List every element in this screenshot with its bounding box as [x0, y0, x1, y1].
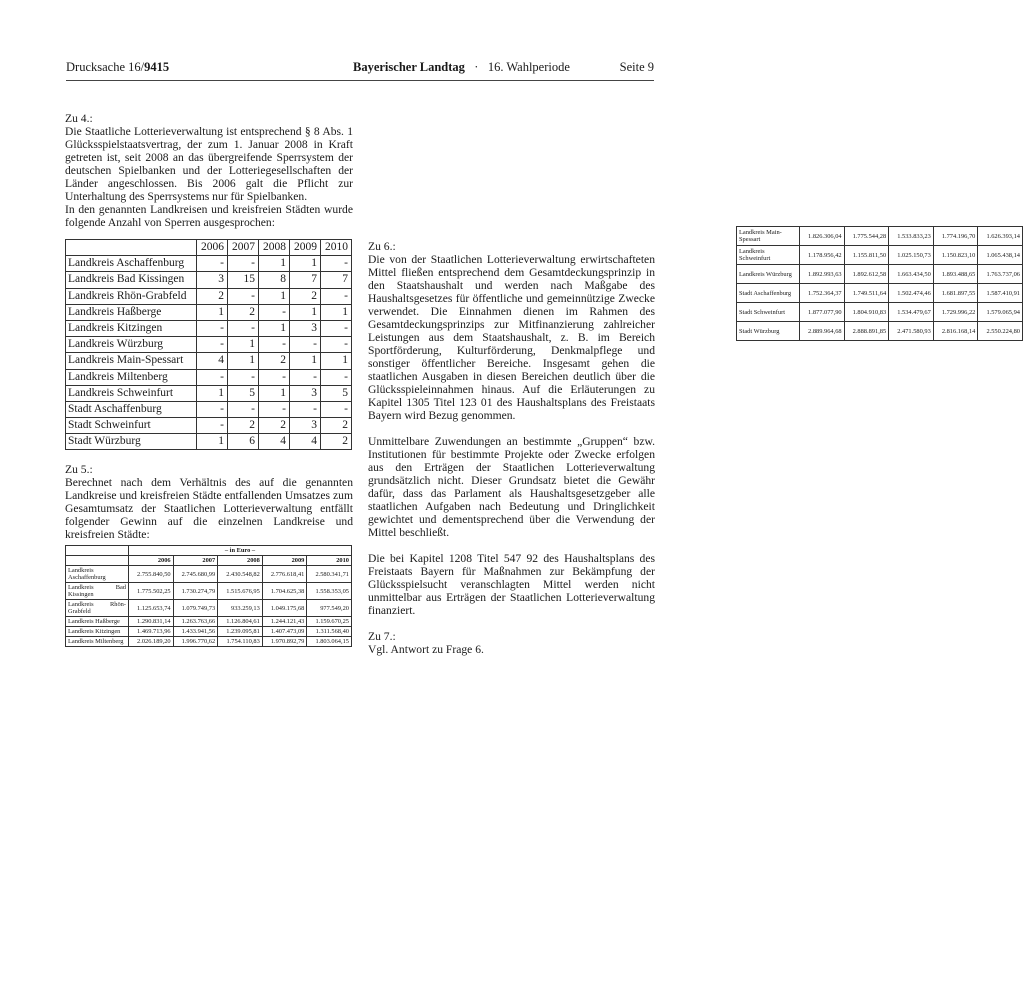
sperren-header-empty [66, 240, 197, 256]
table-cell: - [197, 401, 228, 417]
table-cell: 1 [259, 288, 290, 304]
zu4-paragraph-2: In den genannten Landkreisen und kreisfreien Städten wurde folgende Anzahl von Sperren ausgesprochen: [65, 203, 353, 229]
table-cell: 1.025.150,73 [889, 246, 934, 265]
table-cell: - [228, 288, 259, 304]
table-cell: 1.311.568,40 [307, 627, 352, 637]
table-cell: 1.178.956,42 [800, 246, 845, 265]
table-cell: 7 [321, 272, 352, 288]
table-cell: 1 [197, 434, 228, 450]
table-cell: 1 [290, 304, 321, 320]
sperren-row [66, 320, 352, 336]
gewinn-table-continued [736, 226, 1023, 341]
table-cell: 6 [228, 434, 259, 450]
sperren-row [66, 272, 352, 288]
gewinn-unit-empty [66, 546, 129, 556]
table-cell: 1.065.438,14 [978, 246, 1023, 265]
table-cell: - [290, 401, 321, 417]
row-label: Stadt Aschaffenburg [66, 401, 197, 417]
table-cell: 1.150.823,10 [933, 246, 978, 265]
table-cell: - [197, 256, 228, 272]
table-cell: 1.579.065,94 [978, 303, 1023, 322]
table-cell: 1.239.095,81 [218, 627, 263, 637]
table-cell: 7 [290, 272, 321, 288]
gewinn-table [65, 545, 352, 647]
gewinn-row [66, 600, 352, 617]
table-cell: 2.755.840,50 [129, 566, 174, 583]
sperren-header-row [66, 240, 352, 256]
row-label: Stadt Würzburg [737, 322, 800, 341]
gewinn-cont-row [737, 246, 1023, 265]
sperren-year-2008: 2008 [259, 240, 290, 256]
sperren-year-2006: 2006 [197, 240, 228, 256]
row-label: Landkreis Haßberge [66, 304, 197, 320]
table-cell: 1 [290, 256, 321, 272]
zu5-heading: Zu 5.: [65, 463, 93, 477]
table-cell: - [321, 256, 352, 272]
table-cell: 1.125.653,74 [129, 600, 174, 617]
table-cell: - [197, 337, 228, 353]
table-cell: 2 [259, 418, 290, 434]
table-cell: - [321, 320, 352, 336]
table-cell: 1.587.410,91 [978, 284, 1023, 303]
table-cell: - [259, 337, 290, 353]
sperren-row [66, 385, 352, 401]
table-cell: - [259, 304, 290, 320]
gewinn-year-2010: 2010 [307, 556, 352, 566]
table-cell: 1.663.434,50 [889, 265, 934, 284]
table-cell: 1 [259, 256, 290, 272]
gewinn-row [66, 617, 352, 627]
row-label: Landkreis Miltenberg [66, 369, 197, 385]
table-cell: 2 [290, 288, 321, 304]
page-header [66, 60, 654, 80]
zu4-heading: Zu 4.: [65, 112, 93, 125]
table-cell: 1.533.833,23 [889, 227, 934, 246]
zu6-paragraph-1: Die von der Staatlichen Lotterieverwaltung erwirtschafteten Mittel fließen entsprechend dem Gesamtdeckungsprinzip in den Staatshaushalt und werden nach Maßgabe des Haushaltsgesetzes für öffentliche und gemeinnützige Zwecke verwendet. Die Einnahmen dienen im Rahmen des Gesamtdeckungsprinzips zur Mitfinanzierung zahlreicher Leistungen aus dem Staatshaushalt, z. B. im Bereich Sportförderung, Kulturförderung, Denkmalpflege und sonstiger öffentlicher Bereiche. Insgesamt gehen die staatlichen Ausgaben in diesen Bereichen deutlich über die Glücksspieleinnahmen hinaus. Auf die Erläuterungen zu Kapitel 1305 Titel 123 01 des Haushaltsplans des Freistaats Bayern wird Bezug genommen. [368, 253, 655, 422]
table-cell: 1.763.737,06 [978, 265, 1023, 284]
row-label: Stadt Aschaffenburg [737, 284, 800, 303]
zu4-paragraph-1: Die Staatliche Lotterieverwaltung ist entsprechend § 8 Abs. 1 Glücksspielstaatsvertrag, der zum 1. Januar 2008 in Kraft getreten ist, seit 2008 an das übergreifende Sperrsystem der deutschen Spielbanken und der Lotteriegesellschaften der Länder angeschlossen. Bis 2006 galt die Pflicht zur Unterhaltung des Sperrsystems nur für Spielbanken. [65, 125, 353, 203]
table-cell: 3 [290, 320, 321, 336]
table-cell: 2 [197, 288, 228, 304]
table-cell: 1 [259, 385, 290, 401]
table-cell: 1.244.121,43 [262, 617, 307, 627]
table-cell: - [290, 337, 321, 353]
row-label: Landkreis Kitzingen [66, 627, 129, 637]
zu7-paragraph-1: Vgl. Antwort zu Frage 6. [368, 643, 484, 656]
table-cell: 1.290.831,14 [129, 617, 174, 627]
table-cell: 1.626.393,14 [978, 227, 1023, 246]
sperren-year-2007: 2007 [228, 240, 259, 256]
sperren-year-2009: 2009 [290, 240, 321, 256]
table-cell: 2 [259, 353, 290, 369]
table-cell: 1.704.625,38 [262, 583, 307, 600]
table-cell: 2 [321, 418, 352, 434]
table-cell: 1.730.274,79 [173, 583, 218, 600]
table-cell: - [197, 369, 228, 385]
row-label: Landkreis Bad Kissingen [66, 272, 197, 288]
row-label: Landkreis Haßberge [66, 617, 129, 627]
row-label: Landkreis Main-Spessart [66, 353, 197, 369]
table-cell: 1.407.473,09 [262, 627, 307, 637]
sperren-table [65, 239, 352, 450]
table-cell: 1.433.941,56 [173, 627, 218, 637]
table-cell: 1.502.474,46 [889, 284, 934, 303]
page-number: Seite 9 [619, 60, 654, 74]
table-cell: 2.816.168,14 [933, 322, 978, 341]
table-cell: 1.754.110,83 [218, 637, 263, 647]
gewinn-header-empty [66, 556, 129, 566]
table-cell: - [290, 369, 321, 385]
gewinn-year-2007: 2007 [173, 556, 218, 566]
table-cell: 1.534.479,67 [889, 303, 934, 322]
table-cell: 1.749.511,64 [844, 284, 889, 303]
row-label: Landkreis Miltenberg [66, 637, 129, 647]
gewinn-cont-row [737, 227, 1023, 246]
table-cell: 1.774.196,70 [933, 227, 978, 246]
table-cell: 933.259,13 [218, 600, 263, 617]
table-cell: 1.877.077,90 [800, 303, 845, 322]
row-label: Stadt Schweinfurt [66, 418, 197, 434]
row-label: Landkreis Kitzingen [66, 320, 197, 336]
left-column [65, 112, 353, 647]
table-cell: 1 [197, 385, 228, 401]
table-cell: 2 [228, 304, 259, 320]
table-cell: 2 [228, 418, 259, 434]
table-cell: 1.159.670,25 [307, 617, 352, 627]
table-cell: 1.775.544,28 [844, 227, 889, 246]
table-cell: 977.549,20 [307, 600, 352, 617]
table-cell: 3 [290, 418, 321, 434]
sperren-row [66, 418, 352, 434]
row-label: Landkreis Rhön-Grabfeld [66, 288, 197, 304]
gewinn-year-2009: 2009 [262, 556, 307, 566]
gewinn-header-row [66, 556, 352, 566]
row-label: Landkreis Würzburg [66, 337, 197, 353]
sperren-row [66, 337, 352, 353]
table-cell: - [259, 401, 290, 417]
sperren-row [66, 304, 352, 320]
table-cell: 2.550.224,80 [978, 322, 1023, 341]
table-cell: 3 [290, 385, 321, 401]
table-cell: 15 [228, 272, 259, 288]
zu6-paragraph-3: Die bei Kapitel 1208 Titel 547 92 des Haushaltsplans des Freistaats Bayern für Maßnahmen zur Bekämpfung der Glücksspielsucht veranschlagten Mittel werden nicht unmittelbar aus Erträgen der Staatlichen Lotterieverwaltung finanziert. [368, 552, 655, 617]
gewinn-cont-row [737, 322, 1023, 341]
row-label: Landkreis Main-Spessart [737, 227, 800, 246]
table-cell: 4 [197, 353, 228, 369]
table-cell: 1.155.811,50 [844, 246, 889, 265]
header-rule [66, 80, 654, 81]
table-cell: 1.803.064,15 [307, 637, 352, 647]
sperren-row [66, 288, 352, 304]
gewinn-unit-row [66, 546, 352, 556]
table-cell: 3 [197, 272, 228, 288]
table-cell: 1.752.364,37 [800, 284, 845, 303]
row-label: Landkreis Aschaffenburg [66, 566, 129, 583]
table-cell: 2.430.548,82 [218, 566, 263, 583]
table-cell: 1 [197, 304, 228, 320]
row-label: Stadt Schweinfurt [737, 303, 800, 322]
table-cell: 1.775.502,25 [129, 583, 174, 600]
row-label: Landkreis Rhön-Grabfeld [66, 600, 129, 617]
gewinn-cont-row [737, 303, 1023, 322]
gewinn-year-2006: 2006 [129, 556, 174, 566]
table-cell: 1.804.910,83 [844, 303, 889, 322]
gewinn-unit-label: – in Euro – [129, 546, 352, 556]
table-cell: 2.471.580,93 [889, 322, 934, 341]
table-cell: 4 [290, 434, 321, 450]
gewinn-row [66, 566, 352, 583]
table-cell: 8 [259, 272, 290, 288]
table-cell: 1.826.306,04 [800, 227, 845, 246]
zu6-heading: Zu 6.: [368, 240, 396, 253]
row-label: Landkreis Bad Kissingen [66, 583, 129, 600]
table-cell: 1.729.996,22 [933, 303, 978, 322]
table-cell: - [197, 418, 228, 434]
sperren-row [66, 401, 352, 417]
table-cell: - [321, 369, 352, 385]
row-label: Landkreis Aschaffenburg [66, 256, 197, 272]
table-cell: 4 [259, 434, 290, 450]
document-number: Drucksache 16/9415 [66, 60, 170, 74]
gewinn-year-2008: 2008 [218, 556, 263, 566]
table-cell: - [228, 320, 259, 336]
table-cell: - [321, 288, 352, 304]
table-cell: 1.892.612,58 [844, 265, 889, 284]
row-label: Landkreis Schweinfurt [66, 385, 197, 401]
table-cell: - [228, 401, 259, 417]
gewinn-cont-row [737, 265, 1023, 284]
row-label: Landkreis Schweinfurt [737, 246, 800, 265]
table-cell: 2.776.618,41 [262, 566, 307, 583]
table-cell: - [197, 320, 228, 336]
row-label: Stadt Würzburg [66, 434, 197, 450]
table-cell: 1.469.713,96 [129, 627, 174, 637]
table-cell: 1.892.993,63 [800, 265, 845, 284]
table-cell: 2.745.680,99 [173, 566, 218, 583]
table-cell: 1 [228, 337, 259, 353]
table-cell: - [321, 337, 352, 353]
table-cell: 5 [228, 385, 259, 401]
table-cell: - [321, 401, 352, 417]
sperren-row [66, 353, 352, 369]
table-cell: 1.996.770,62 [173, 637, 218, 647]
zu7-heading: Zu 7.: [368, 630, 396, 643]
table-cell: - [259, 369, 290, 385]
table-cell: 1 [228, 353, 259, 369]
parliament-title: Bayerischer Landtag · 16. Wahlperiode [353, 60, 570, 74]
table-cell: 2.580.341,71 [307, 566, 352, 583]
table-cell: 1.515.676,95 [218, 583, 263, 600]
table-cell: 1.558.353,05 [307, 583, 352, 600]
table-cell: 1.126.804,61 [218, 617, 263, 627]
sperren-row [66, 256, 352, 272]
table-cell: 1 [290, 353, 321, 369]
sperren-row [66, 434, 352, 450]
table-cell: 1 [321, 353, 352, 369]
table-cell: - [228, 369, 259, 385]
sperren-row [66, 369, 352, 385]
table-cell: 1.079.749,73 [173, 600, 218, 617]
table-cell: 1.263.763,66 [173, 617, 218, 627]
row-label: Landkreis Würzburg [737, 265, 800, 284]
gewinn-row [66, 637, 352, 647]
zu6-paragraph-2: Unmittelbare Zuwendungen an bestimmte „Gruppen“ bzw. Institutionen für bestimmte Projekte oder Zwecke erfolgen aus den Erträgen der Staatlichen Lotterieverwaltung grundsätzlich nicht. Dieser Grundsatz bietet die Gewähr dafür, dass das Parlament als Haushaltsgesetzgeber alle staatlichen Aufgaben nach Bedeutung und Dringlichkeit gewichtet und dementsprechend über die Verwendung der Mittel beschließt. [368, 435, 655, 539]
table-cell: 5 [321, 385, 352, 401]
gewinn-row [66, 583, 352, 600]
table-cell: 1.049.175,68 [262, 600, 307, 617]
right-column [368, 240, 655, 656]
table-cell: 1.893.488,65 [933, 265, 978, 284]
table-cell: 1 [321, 304, 352, 320]
table-cell: 2 [321, 434, 352, 450]
table-cell: 1.970.892,79 [262, 637, 307, 647]
table-cell: 2.889.964,68 [800, 322, 845, 341]
table-cell: 2.026.189,20 [129, 637, 174, 647]
sperren-year-2010: 2010 [321, 240, 352, 256]
gewinn-cont-row [737, 284, 1023, 303]
gewinn-row [66, 627, 352, 637]
table-cell: 2.888.891,85 [844, 322, 889, 341]
table-cell: 1 [259, 320, 290, 336]
table-cell: 1.681.897,55 [933, 284, 978, 303]
zu5-paragraph-1: Berechnet nach dem Verhältnis des auf die genannten Landkreise und kreisfreien Städte entfallenden Umsatzes zum Gesamtumsatz der Staatlichen Lotterieverwaltung entfällt folgender Gewinn auf die einzelnen Landkreise und kreisfreien Städte: [65, 476, 353, 542]
table-cell: - [228, 256, 259, 272]
